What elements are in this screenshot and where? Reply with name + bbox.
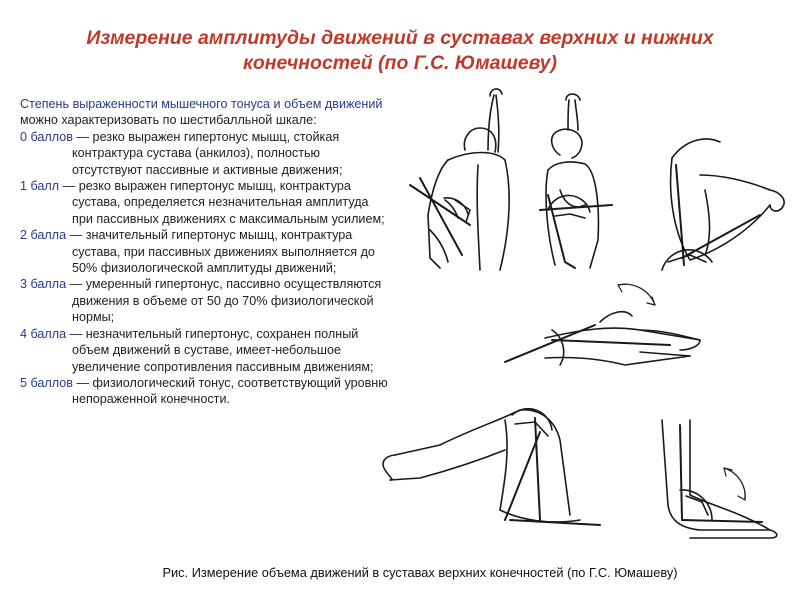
scale-description: — значительный гипертонус мышц, контрактура сустава, при пассивных движениях выполняется до 50% физиологической амплитуды движений; (66, 228, 375, 276)
intro-highlight: Степень выраженности мышечного тонуса и объем движений (20, 97, 383, 111)
page-title: Измерение амплитуды движений в суставах верхних и нижних конечностей (по Г.С. Юмашеву) (86, 27, 714, 74)
scale-score: 0 баллов (20, 129, 73, 144)
ankle-flexion-figure (662, 420, 777, 538)
shoulder-front-view-figure (540, 94, 612, 268)
elbow-flexion-figure (662, 139, 784, 270)
knee-flexion-figure (383, 409, 600, 525)
scale-score: 4 балла (20, 326, 67, 341)
scale-score: 2 балла (20, 228, 67, 243)
intro-rest: можно характеризовать по шестибалльной шкале: (20, 113, 317, 128)
shoulder-back-view-figure (410, 89, 509, 270)
scale-description: — резко выражен гипертонус мышц, стойкая контрактура сустава (анкилоз), полностью отсутствуют пассивные и активные движения; (72, 129, 343, 177)
scale-description: — незначительный гипертонус, сохранен полный объем движений в суставе, имеет-небольшое увеличение сопротивления пассивным движениям; (66, 326, 374, 374)
scale-score: 1 балл (20, 179, 60, 194)
scale-score: 5 баллов (20, 375, 73, 390)
scale-description: — умеренный гипертонус, пассивно осуществляются движения в объеме от 50 до 70% физиологической нормы; (66, 277, 382, 325)
scale-score: 3 балла (20, 277, 67, 292)
scale-description: — физиологический тонус, соответствующий уровню непораженной конечности. (72, 375, 388, 407)
figure-caption: Рис. Измерение объема движений в суставах верхних конечностей (по Г.С. Юмашеву) (162, 565, 678, 580)
scale-description: — резко выражен гипертонус мышц, контрактура сустава, определяется незначительная амплитуда при пассивных движениях с максимальным усилием; (59, 179, 385, 226)
wrist-flexion-figure (505, 284, 700, 365)
